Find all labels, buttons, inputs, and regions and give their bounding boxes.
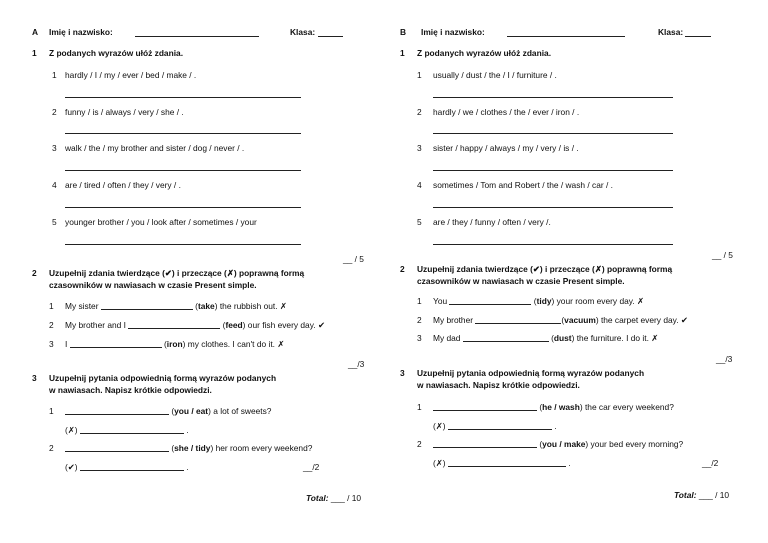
answer-line[interactable] — [65, 244, 301, 245]
verb-prompt: take — [197, 301, 215, 311]
item-prompt: usually / dust / the / I / furniture / . — [433, 70, 557, 80]
item-number: 3 — [417, 333, 422, 343]
answer-line[interactable] — [433, 170, 673, 171]
short-answer: (✗) . — [433, 458, 571, 468]
exercise-instruction: czasowników w nawiasach w czasie Present simple. — [417, 276, 625, 286]
gap-sentence: My brother (vacuum) the carpet every day. ✔ — [433, 315, 688, 325]
exercise-instruction: w nawiasach. Napisz krótkie odpowiedzi. — [49, 385, 212, 395]
name-label: Imię i nazwisko: — [49, 27, 113, 37]
item-number: 2 — [417, 439, 422, 449]
item-prompt: hardly / we / clothes / the / ever / iron / . — [433, 107, 580, 117]
question-sentence: (she / tidy) her room every weekend? — [65, 443, 312, 453]
gap-blank[interactable] — [70, 339, 162, 348]
verb-prompt: iron — [166, 339, 183, 349]
exercise-instruction: Uzupełnij zdania twierdzące (✔) i przeczące (✗) poprawną formą — [49, 268, 305, 278]
item-number: 1 — [417, 70, 422, 80]
answer-mark-icon: (✗) — [433, 421, 446, 431]
short-answer: (✔) . — [65, 462, 189, 472]
score-box: __ / 5 — [712, 250, 733, 260]
answer-blank[interactable] — [448, 458, 566, 467]
verb-prompt: vacuum — [564, 315, 596, 325]
test-version-b — [369, 0, 733, 543]
item-prompt: walk / the / my brother and sister / dog / never / . — [65, 143, 245, 153]
answer-line[interactable] — [433, 244, 673, 245]
item-number: 1 — [49, 301, 54, 311]
verb-prompt: he / wash — [542, 402, 580, 412]
gap-blank[interactable] — [463, 333, 549, 342]
item-prompt: are / they / funny / often / very /. — [433, 217, 551, 227]
exercise-instruction: Uzupełnij pytania odpowiednią formą wyrazów podanych — [49, 373, 277, 383]
item-prompt: sister / happy / always / my / very / is / . — [433, 143, 579, 153]
gap-blank[interactable] — [475, 315, 561, 324]
item-prompt: sometimes / Tom and Robert / the / wash / car / . — [433, 180, 613, 190]
item-number: 2 — [52, 107, 57, 117]
answer-blank[interactable] — [448, 421, 552, 430]
item-number: 2 — [417, 107, 422, 117]
gap-blank[interactable] — [128, 320, 220, 329]
question-sentence: (you / eat) a lot of sweets? — [65, 406, 271, 416]
total-score: Total: ___ / 10 — [674, 490, 730, 500]
gap-sentence: My dad (dust) the furniture. I do it. ✗ — [433, 333, 659, 343]
item-number: 1 — [49, 406, 54, 416]
exercise-instruction: w nawiasach. Napisz krótkie odpowiedzi. — [417, 380, 580, 390]
negative-mark-icon: ✗ — [651, 333, 659, 343]
item-prompt: hardly / I / my / ever / bed / make / . — [65, 70, 197, 80]
exercise-number: 2 — [32, 268, 37, 278]
score-box: __/3 — [716, 354, 733, 364]
name-line[interactable] — [507, 36, 625, 37]
verb-prompt: tidy — [536, 296, 552, 306]
item-number: 5 — [417, 217, 422, 227]
answer-line[interactable] — [433, 133, 673, 134]
exercise-instruction: Uzupełnij zdania twierdzące (✔) i przeczące (✗) poprawną formą — [417, 264, 673, 274]
exercise-instruction: czasowników w nawiasach w czasie Present simple. — [49, 280, 257, 290]
score-box: __/2 — [303, 462, 320, 472]
answer-mark-icon: (✗) — [65, 425, 78, 435]
item-number: 1 — [52, 70, 57, 80]
class-label: Klasa: — [658, 27, 684, 37]
item-number: 2 — [49, 443, 54, 453]
score-box: __ / 5 — [343, 254, 364, 264]
exercise-number: 1 — [32, 48, 37, 58]
answer-line[interactable] — [65, 133, 301, 134]
item-prompt: are / tired / often / they / very / . — [65, 180, 181, 190]
verb-prompt: feed — [225, 320, 243, 330]
negative-mark-icon: ✗ — [636, 296, 645, 306]
item-number: 3 — [417, 143, 422, 153]
short-answer: (✗) . — [433, 421, 557, 431]
name-label: Imię i nazwisko: — [421, 27, 485, 37]
negative-mark-icon: ✗ — [279, 301, 287, 311]
gap-blank[interactable] — [101, 301, 193, 310]
gap-sentence: My brother and I (feed) our fish every day. ✔ — [65, 320, 325, 330]
class-label: Klasa: — [290, 27, 316, 37]
short-answer: (✗) . — [65, 425, 189, 435]
test-version-a — [0, 0, 365, 543]
item-number: 4 — [52, 180, 57, 190]
answer-mark-icon: (✔) — [65, 462, 78, 472]
question-sentence: (he / wash) the car every weekend? — [433, 402, 674, 412]
item-number: 3 — [52, 143, 57, 153]
answer-line[interactable] — [433, 97, 673, 98]
gap-blank[interactable] — [65, 443, 169, 452]
item-number: 1 — [417, 296, 422, 306]
item-prompt: funny / is / always / very / she / . — [65, 107, 184, 117]
answer-line[interactable] — [65, 97, 301, 98]
positive-mark-icon: ✔ — [317, 320, 325, 330]
answer-blank[interactable] — [80, 425, 184, 434]
gap-blank[interactable] — [433, 439, 537, 448]
exercise-instruction: Z podanych wyrazów ułóż zdania. — [49, 48, 184, 58]
exercise-instruction: Uzupełnij pytania odpowiednią formą wyrazów podanych — [417, 368, 645, 378]
answer-mark-icon: (✗) — [433, 458, 446, 468]
gap-blank[interactable] — [449, 296, 531, 305]
gap-sentence: My sister (take) the rubbish out. ✗ — [65, 301, 287, 311]
item-number: 3 — [49, 339, 54, 349]
total-score: Total: ___ / 10 — [306, 493, 362, 503]
name-line[interactable] — [135, 36, 259, 37]
answer-line[interactable] — [65, 207, 301, 208]
score-box: __/2 — [702, 458, 719, 468]
verb-prompt: you / make — [542, 439, 586, 449]
class-line[interactable] — [318, 36, 343, 37]
version-letter: B — [400, 27, 407, 37]
item-number: 4 — [417, 180, 422, 190]
exercise-number: 2 — [400, 264, 405, 274]
item-number: 2 — [417, 315, 422, 325]
exercise-number: 1 — [400, 48, 405, 58]
item-prompt: younger brother / you / look after / sometimes / your — [65, 217, 257, 227]
score-box: __/3 — [348, 359, 365, 369]
answer-line[interactable] — [65, 170, 301, 171]
verb-prompt: she / tidy — [174, 443, 211, 453]
gap-blank[interactable] — [433, 402, 537, 411]
class-line[interactable] — [685, 36, 711, 37]
verb-prompt: dust — [553, 333, 572, 343]
item-number: 2 — [49, 320, 54, 330]
answer-line[interactable] — [433, 207, 673, 208]
exercise-number: 3 — [32, 373, 37, 383]
answer-blank[interactable] — [80, 462, 184, 471]
negative-mark-icon: ✗ — [277, 339, 285, 349]
gap-sentence: You (tidy) your room every day. ✗ — [433, 296, 645, 306]
verb-prompt: you / eat — [174, 406, 209, 416]
exercise-instruction: Z podanych wyrazów ułóż zdania. — [417, 48, 552, 58]
item-number: 5 — [52, 217, 57, 227]
question-sentence: (you / make) your bed every morning? — [433, 439, 683, 449]
version-letter: A — [32, 27, 39, 37]
item-number: 1 — [417, 402, 422, 412]
positive-mark-icon: ✔ — [680, 315, 688, 325]
gap-blank[interactable] — [65, 406, 169, 415]
exercise-number: 3 — [400, 368, 405, 378]
gap-sentence: I (iron) my clothes. I can't do it. ✗ — [65, 339, 285, 349]
